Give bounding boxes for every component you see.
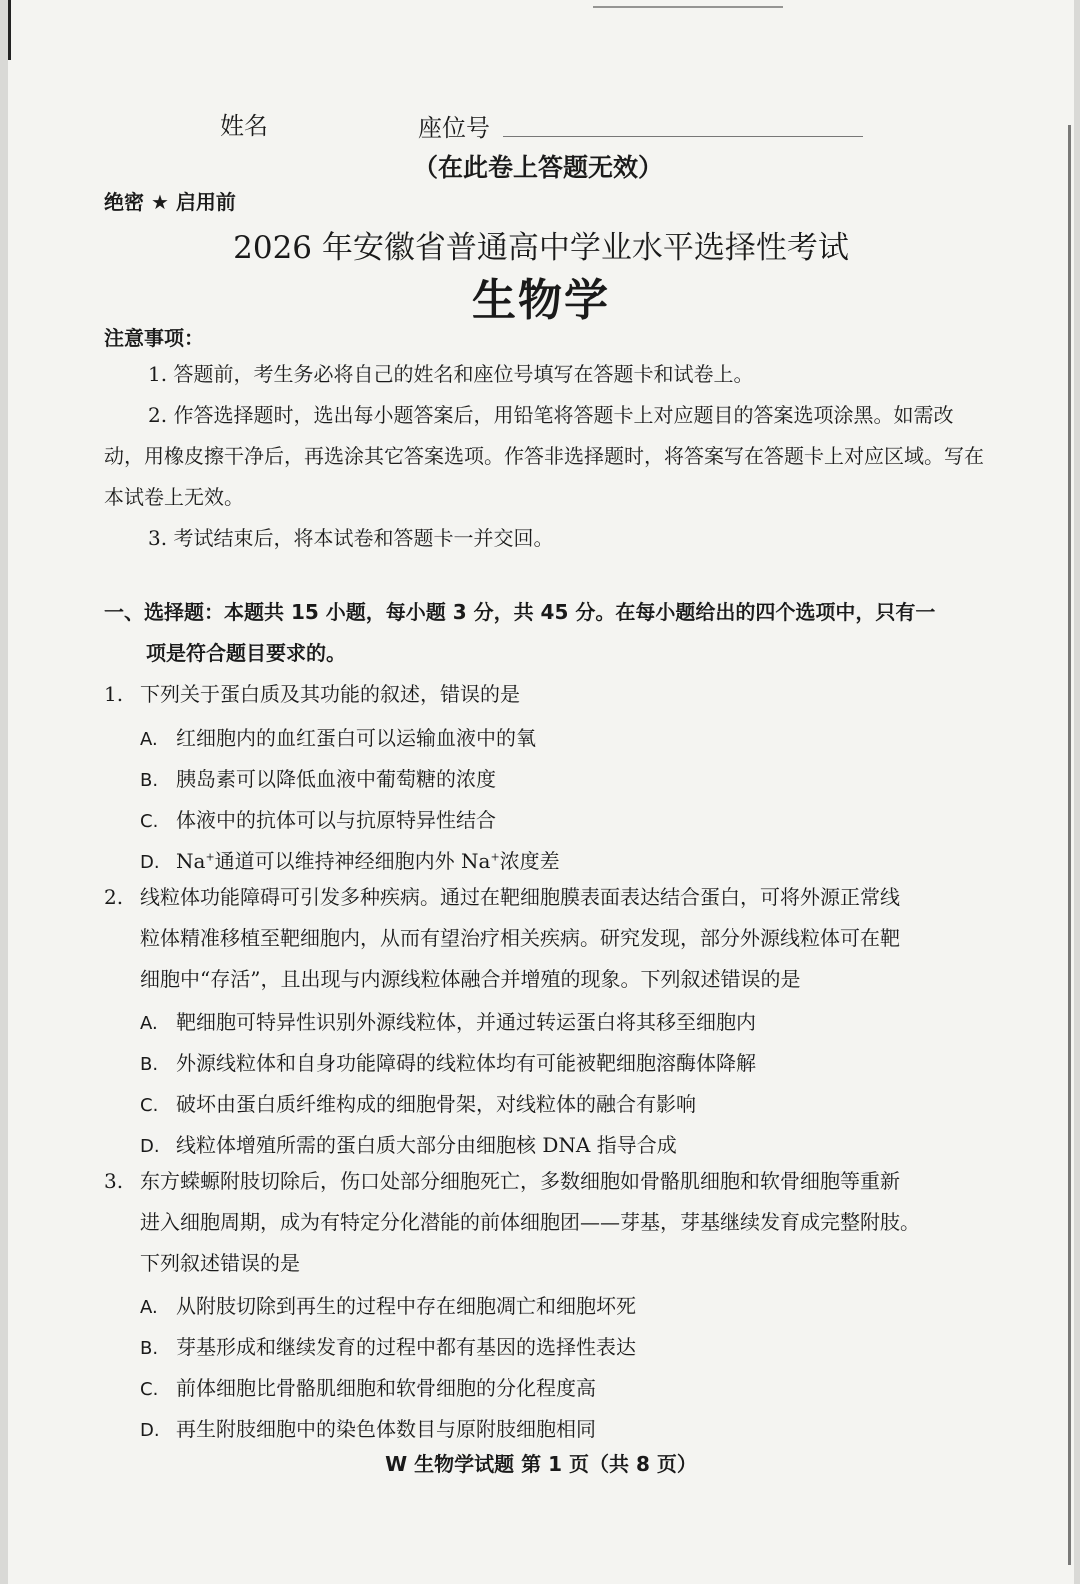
question-1 <box>104 674 989 715</box>
notice-item-2: 2. 作答选择题时，选出每小题答案后，用铅笔将答题卡上对应题目的答案选项涂黑。如需改动，用橡皮擦干净后，再选涂其它答案选项。作答非选择题时，将答案写在答题卡上对应区域。写在本试卷上无效。 <box>104 403 984 509</box>
option-c: C. 前体细胞比骨骼肌细胞和软骨细胞的分化程度高 <box>140 1376 596 1400</box>
question-stem: 下列关于蛋白质及其功能的叙述，错误的是 <box>140 682 520 706</box>
subject-title: 生物学 <box>472 275 610 326</box>
notice-heading: 注意事项： <box>104 326 204 350</box>
page-edge-shadow <box>8 0 11 60</box>
option-d: D. Na+通道可以维持神经细胞内外 Na+浓度差 <box>140 849 560 873</box>
page-edge-shadow-right <box>1068 125 1071 1565</box>
seat-number-blank <box>503 136 863 137</box>
question-stem-line-2: 进入细胞周期，成为有特定分化潜能的前体细胞团——芽基，芽基继续发育成完整附肢。 <box>140 1210 920 1234</box>
notice-item-3: 3. 考试结束后，将本试卷和答题卡一并交回。 <box>148 526 554 550</box>
option-a: A. 红细胞内的血红蛋白可以运输血液中的氧 <box>140 726 536 750</box>
name-label: 姓名 <box>220 112 268 140</box>
option-c: C. 体液中的抗体可以与抗原特异性结合 <box>140 808 496 832</box>
invalid-note: （在此卷上答题无效） <box>413 153 664 182</box>
question-2 <box>104 877 989 918</box>
seat-label: 座位号 <box>418 114 490 142</box>
notice-item-1: 1. 答题前，考生务必将自己的姓名和座位号填写在答题卡和试卷上。 <box>148 362 754 386</box>
exam-title: 2026 年安徽省普通高中学业水平选择性考试 <box>233 230 849 266</box>
option-b: B. 芽基形成和继续发育的过程中都有基因的选择性表达 <box>140 1335 636 1359</box>
page-footer: W 生物学试题 第 1 页（共 8 页） <box>385 1452 697 1476</box>
question-3 <box>104 1161 989 1202</box>
section-heading-line-1: 一、选择题：本题共 15 小题，每小题 3 分，共 45 分。在每小题给出的四个选项中，只有一 <box>104 600 936 624</box>
question-stem-line-1: 东方蝾螈附肢切除后，伤口处部分细胞死亡，多数细胞如骨骼肌细胞和软骨细胞等重新 <box>140 1169 900 1193</box>
question-stem-line-3: 下列叙述错误的是 <box>140 1251 300 1275</box>
question-stem-line-2: 粒体精准移植至靶细胞内，从而有望治疗相关疾病。研究发现，部分外源线粒体可在靶 <box>140 926 900 950</box>
option-c: C. 破坏由蛋白质纤维构成的细胞骨架，对线粒体的融合有影响 <box>140 1092 696 1116</box>
option-d: D. 线粒体增殖所需的蛋白质大部分由细胞核 DNA 指导合成 <box>140 1133 677 1157</box>
question-number: 3. <box>104 1169 124 1193</box>
question-stem-line-1: 线粒体功能障碍可引发多种疾病。通过在靶细胞膜表面表达结合蛋白，可将外源正常线 <box>140 885 900 909</box>
option-a: A. 从附肢切除到再生的过程中存在细胞凋亡和细胞坏死 <box>140 1294 636 1318</box>
confidential-mark: 绝密 ★ 启用前 <box>104 190 236 214</box>
question-number: 1. <box>104 682 124 706</box>
page-edge-mark <box>593 0 783 8</box>
option-a: A. 靶细胞可特异性识别外源线粒体，并通过转运蛋白将其移至细胞内 <box>140 1010 756 1034</box>
question-stem-line-3: 细胞中“存活”，且出现与内源线粒体融合并增殖的现象。下列叙述错误的是 <box>140 967 801 991</box>
section-heading-line-2: 项是符合题目要求的。 <box>146 641 346 665</box>
option-d: D. 再生附肢细胞中的染色体数目与原附肢细胞相同 <box>140 1417 596 1441</box>
option-b: B. 外源线粒体和自身功能障碍的线粒体均有可能被靶细胞溶酶体降解 <box>140 1051 756 1075</box>
question-number: 2. <box>104 885 124 909</box>
exam-page <box>8 0 1074 1584</box>
option-b: B. 胰岛素可以降低血液中葡萄糖的浓度 <box>140 767 496 791</box>
